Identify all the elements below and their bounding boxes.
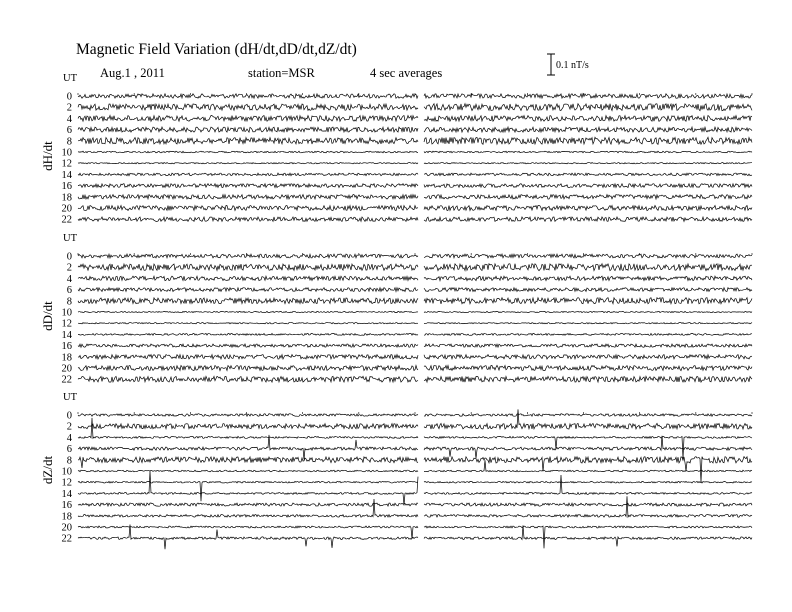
averaging-label: 4 sec averages bbox=[370, 66, 443, 80]
hour-gridmarks bbox=[78, 93, 752, 95]
scale-bar-label: 0.1 nT/s bbox=[556, 60, 589, 71]
hour-tick-label: 10 bbox=[61, 307, 72, 319]
hour-tick-label: 18 bbox=[61, 352, 72, 364]
hour-tick-label: 8 bbox=[66, 455, 72, 467]
hour-tick-label: 8 bbox=[66, 296, 72, 308]
trace-line bbox=[78, 206, 752, 211]
hour-tick-label: 20 bbox=[61, 522, 72, 534]
trace-line bbox=[78, 344, 752, 347]
hour-tick-label: 2 bbox=[66, 102, 72, 114]
trace-line bbox=[78, 127, 752, 132]
trace-line bbox=[78, 264, 752, 271]
hour-tick-label: 6 bbox=[66, 125, 72, 137]
hour-tick-label: 0 bbox=[66, 91, 72, 103]
trace-line bbox=[78, 365, 752, 370]
panel-dD-dt bbox=[40, 233, 752, 386]
trace-line bbox=[78, 298, 752, 304]
trace-line bbox=[78, 481, 752, 501]
panel-ylabel: dH/dt bbox=[40, 141, 55, 171]
trace-line bbox=[78, 457, 752, 483]
hour-tick-label: 6 bbox=[66, 285, 72, 297]
hour-tick-label: 18 bbox=[61, 511, 72, 523]
hour-gridmarks bbox=[78, 412, 752, 414]
hour-tick-label: 16 bbox=[61, 181, 72, 193]
hour-tick-label: 22 bbox=[61, 374, 72, 386]
ut-label: UT bbox=[63, 392, 77, 403]
trace-line bbox=[78, 217, 752, 221]
hour-tick-label: 10 bbox=[61, 147, 72, 159]
trace-line bbox=[78, 173, 752, 176]
trace-line bbox=[78, 151, 752, 153]
hour-tick-label: 8 bbox=[66, 136, 72, 148]
trace-line bbox=[78, 276, 752, 280]
station-label: station=MSR bbox=[248, 66, 315, 80]
trace-line bbox=[78, 195, 752, 199]
trace-line bbox=[78, 460, 752, 472]
trace-line bbox=[78, 333, 752, 335]
hour-tick-label: 2 bbox=[66, 262, 72, 274]
hour-tick-label: 6 bbox=[66, 444, 72, 456]
hour-tick-label: 14 bbox=[61, 488, 72, 500]
figure-title: Magnetic Field Variation (dH/dt,dD/dt,dZ/dt) bbox=[76, 41, 357, 58]
hour-tick-label: 10 bbox=[61, 466, 72, 478]
hour-gridmarks bbox=[78, 253, 752, 255]
hour-tick-label: 20 bbox=[61, 203, 72, 215]
trace-line bbox=[78, 471, 752, 506]
hour-tick-label: 4 bbox=[66, 273, 72, 285]
hour-tick-label: 12 bbox=[61, 477, 72, 489]
hour-tick-label: 4 bbox=[66, 113, 72, 125]
trace-line bbox=[78, 376, 752, 382]
panel-ylabel: dZ/dt bbox=[40, 455, 55, 485]
panel-ylabel: dD/dt bbox=[40, 301, 55, 331]
hour-tick-label: 18 bbox=[61, 192, 72, 204]
hour-tick-label: 12 bbox=[61, 318, 72, 330]
ut-label: UT bbox=[63, 73, 77, 84]
scale-bar bbox=[547, 54, 589, 75]
hour-tick-label: 20 bbox=[61, 363, 72, 375]
trace-line bbox=[78, 414, 752, 417]
trace-line bbox=[78, 311, 752, 312]
ut-label: UT bbox=[63, 233, 77, 244]
panel-dH-dt bbox=[40, 73, 752, 226]
hour-tick-label: 2 bbox=[66, 421, 72, 433]
hour-tick-label: 4 bbox=[66, 432, 72, 444]
hour-tick-label: 16 bbox=[61, 341, 72, 353]
trace-line bbox=[78, 116, 752, 122]
hour-tick-label: 16 bbox=[61, 500, 72, 512]
hour-tick-label: 0 bbox=[66, 251, 72, 263]
hour-tick-label: 22 bbox=[61, 533, 72, 545]
trace-line bbox=[78, 288, 752, 292]
trace-line bbox=[78, 525, 752, 550]
trace-line bbox=[78, 496, 752, 517]
trace-line bbox=[78, 137, 752, 144]
hour-tick-label: 14 bbox=[61, 329, 72, 341]
hour-tick-label: 22 bbox=[61, 214, 72, 226]
date-label: Aug.1 , 2011 bbox=[100, 66, 165, 80]
hour-tick-label: 0 bbox=[66, 410, 72, 422]
trace-line bbox=[78, 104, 752, 111]
trace-line bbox=[78, 503, 752, 506]
hour-tick-label: 12 bbox=[61, 158, 72, 170]
trace-line bbox=[78, 184, 752, 188]
trace-line bbox=[78, 323, 752, 324]
trace-line bbox=[78, 163, 752, 164]
trace-line bbox=[78, 355, 752, 359]
trace-line bbox=[78, 418, 752, 459]
panel-dZ-dt bbox=[40, 392, 752, 549]
hour-tick-label: 14 bbox=[61, 169, 72, 181]
